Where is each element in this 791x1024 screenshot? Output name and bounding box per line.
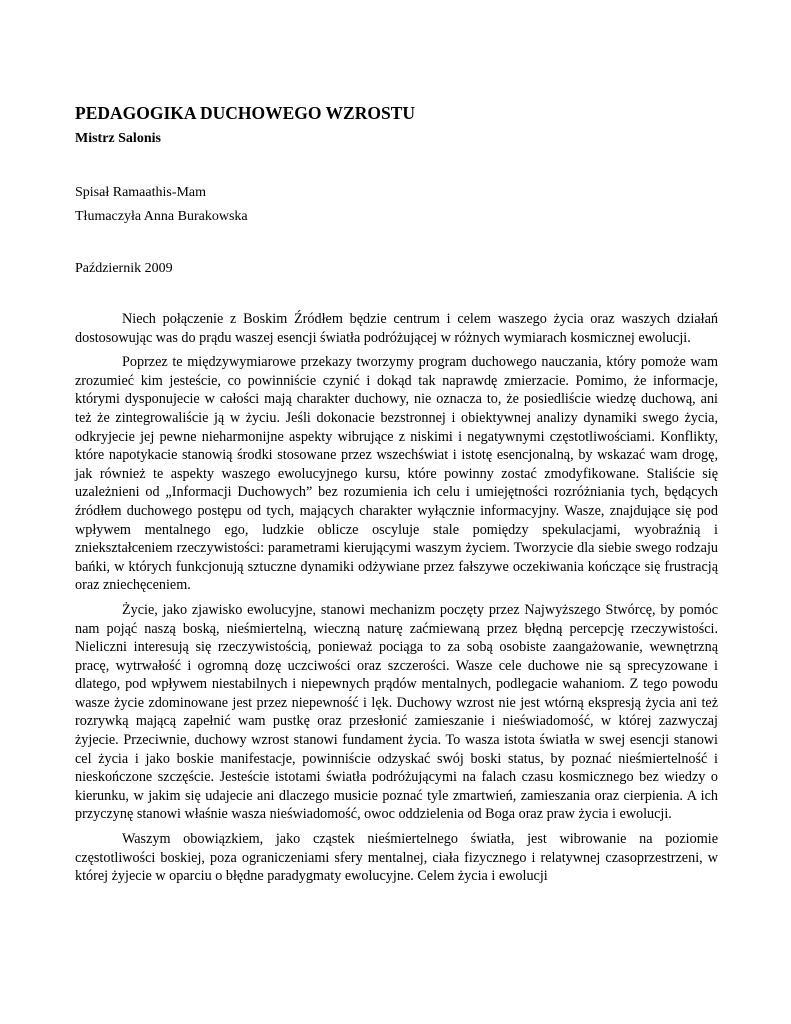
- body-paragraph: Poprzez te międzywymiarowe przekazy tworzymy program duchowego nauczania, który pomoże wam zrozumieć kim jesteście, co powinniście czynić i dokąd tak naprawdę zmierzacie. Pomimo, że informacje, którymi dysponujecie w całości mają charakter duchowy, nie oznacza to, że posiedliście wiedzę duchową, ani też że zintegrowaliście ją w życiu. Jeśli dokonacie bezstronnej i obiektywnej analizy dynamiki swego życia, odkryjecie jej pewne nieharmonijne aspekty wibrujące z niskimi i negatywnymi częstotliwościami. Konflikty, które napotykacie stanowią środki stosowane przez wszechświat i istotę esencjonalną, by wskazać wam drogę, jak również te aspekty waszego ewolucyjnego kursu, które powinny zostać zmodyfikowane. Staliście się uzależnieni od „Informacji Duchowych” bez rozumienia ich celu i umiejętności rozróżniania tych, będących źródłem duchowego postępu od tych, mających charakter wyłącznie informacyjny. Wasze, znajdujące się pod wpływem mentalnego ego, ludzkie oblicze oscyluje stale pomiędzy spekulacjami, wyobraźnią i zniekształceniem rzeczywistości: parametrami kierującymi waszym życiem. Tworzycie dla siebie swego rodzaju bańki, w których funkcjonują sztuczne dynamiki odżywiane przez fałszywe oczekiwania kończące się frustracją oraz zniechęceniem.: [75, 354, 718, 594]
- body-paragraph: Waszym obowiązkiem, jako cząstek nieśmiertelnego światła, jest wibrowanie na poziomie częstotliwości boskiej, poza ograniczeniami sfery mentalnej, ciała fizycznego i relatywnej czasoprzestrzeni, w której żyjecie w oparciu o błędne paradygmaty ewolucyjne. Celem życia i ewolucji: [75, 831, 718, 885]
- document-title: PEDAGOGIKA DUCHOWEGO WZROSTU: [75, 103, 416, 123]
- document-date: Październik 2009: [75, 261, 173, 276]
- document-author: Mistrz Salonis: [75, 131, 161, 146]
- body-paragraph: Życie, jako zjawisko ewolucyjne, stanowi mechanizm poczęty przez Najwyższego Stwórcę, by pomóc nam pojąć naszą boską, nieśmiertelną, wieczną naturę zaćmiewaną przez błędną percepcję rzeczywistości. Nieliczni interesują się rzeczywistością, ponieważ pociąga to za sobą osobiste zaangażowanie, wewnętrzną pracę, wytrwałość i ogromną dozę uczciwości oraz szczerości. Wasze cele duchowe nie są sprecyzowane i dlatego, pod wpływem niestabilnych i niepewnych prądów mentalnych, podlegacie wahaniom. Z tego powodu wasze życie zdominowane jest przez niepewność i lęk. Duchowy wzrost nie jest wtórną ekspresją życia ani też rozrywką mającą zapełnić wam pustkę oraz przesłonić zamieszanie i nieświadomość, w której zazwyczaj żyjecie. Przeciwnie, duchowy wzrost stanowi fundament życia. To wasza istota światła w swej esencji stanowi cel życia i jako boskie manifestacje, powinniście odzyskać swój boski status, by poznać nieśmiertelność i nieskończone szczęście. Jesteście istotami światła podróżującymi na falach czasu kosmicznego bez wiedzy o kierunku, w jakim się udajecie ani dlaczego musicie poznać tyle zmartwień, zamieszania oraz cierpienia. A ich przyczynę stanowi właśnie wasza nieświadomość, owoc oddzielenia od Boga oraz praw życia i ewolucji.: [75, 601, 718, 823]
- document-body: [75, 310, 718, 886]
- body-paragraph: Niech połączenie z Boskim Źródłem będzie centrum i celem waszego życia oraz waszych działań dostosowując was do prądu waszej esencji światła podróżującej w różnych wymiarach kosmicznej ewolucji.: [75, 311, 718, 346]
- translated-by-line: Tłumaczyła Anna Burakowska: [75, 209, 248, 224]
- written-by-line: Spisał Ramaathis-Mam: [75, 185, 207, 200]
